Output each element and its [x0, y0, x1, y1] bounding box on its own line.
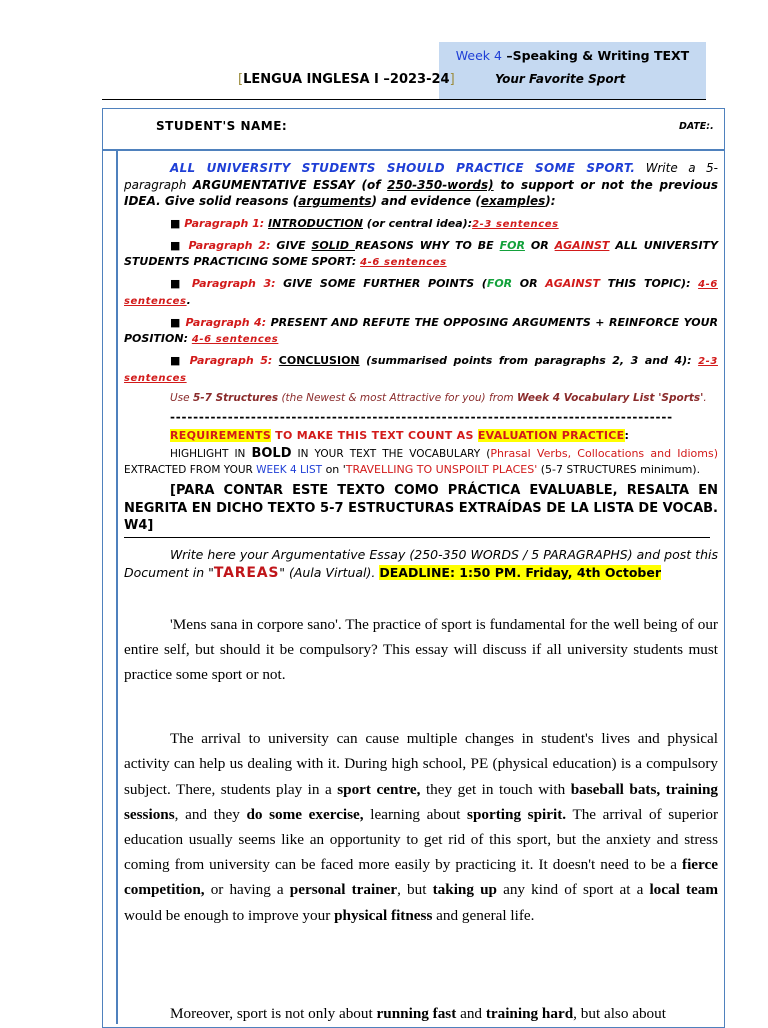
requirements-heading: REQUIREMENTS TO MAKE THIS TEXT COUNT AS EVALUATION PRACTICE: [170, 429, 630, 442]
instructions-intro: ALL UNIVERSITY STUDENTS SHOULD PRACTICE SOME SPORT. Write a 5-paragraph ARGUMENTATIVE ESSAY (of 250-350-words) to support or not the previous IDEA. Give solid reasons (arguments) and evidence (examples): [124, 161, 719, 208]
paragraph-4-instruction: ■ Paragraph 4: PRESENT AND REFUTE THE OPPOSING ARGUMENTS + REINFORCE YOUR POSITION: 4-6 sentences [124, 316, 718, 345]
highlight-instruction: HIGHLIGHT IN BOLD IN YOUR TEXT THE VOCABULARY (Phrasal Verbs, Collocations and Idioms) EXTRACTED FROM YOUR WEEK 4 LIST on 'TRAVELLING TO UNSPOILT PLACES' (5-7 STRUCTURES minimum). [124, 446, 719, 476]
write-here-instruction: Write here your Argumentative Essay (250-350 WORDS / 5 PARAGRAPHS) and post this Document in "TAREAS" (Aula Virtual). DEADLINE: 1:50 PM. Friday, 4th October [124, 546, 718, 581]
paragraph-3-instruction: ■ Paragraph 3: GIVE SOME FURTHER POINTS (FOR OR AGAINST THIS TOPIC): 4-6 sentences. [124, 277, 718, 307]
week-header-box [439, 42, 706, 99]
bullet-square: ■ [170, 354, 184, 367]
essay-paragraph-2[interactable]: The arrival to university can cause multiple changes in student's lives and physical activity can help us dealing with it. During high school, PE (physical education) is a compulsory subject. There, students play in a sport centre, they get in touch with baseball bats, training sessions, and they do some exercise, learning about sporting spirit. The arrival of superior education usually seems like an opportunity to get rid of this sport, but the anxiety and stress coming from university can be faced more easily by practicing it. It doesn't need to be a fierce competition, or having a personal trainer, but taking up any kind of sport at a local team would be enough to improve your physical fitness and general life. [124, 730, 719, 924]
header-rule [102, 99, 706, 100]
essay-paragraph-1[interactable]: 'Mens sana in corpore sano'. The practice of sport is fundamental for the well being of our entire self, but should it be compulsory? This essay will discuss if all university students must practice some sport or not. [124, 615, 718, 683]
bullet-square: ■ [170, 316, 182, 329]
document-body [124, 160, 718, 1026]
spanish-requirement-note: [PARA CONTAR ESTE TEXTO COMO PRÁCTICA EVALUABLE, RESALTA EN NEGRITA EN DICHO TEXTO 5-7 ESTRUCTURAS EXTRAÍDAS DE LA LISTA DE VOCAB. W4] [124, 483, 718, 533]
name-separator [103, 149, 724, 151]
student-name-label: STUDENT'S NAME: [156, 119, 288, 133]
dashed-separator: --------------------------------------------------------------------------------------- [170, 410, 673, 424]
inner-border [116, 151, 118, 1024]
paragraph-2-instruction: ■ Paragraph 2: GIVE SOLID REASONS WHY TO BE FOR OR AGAINST ALL UNIVERSITY STUDENTS PRACTICING SOME SPORT: 4-6 sentences [124, 239, 719, 268]
week-subtitle: Your Favorite Sport [495, 72, 626, 86]
bullet-square: ■ [170, 277, 185, 290]
date-label: DATE:. [679, 121, 714, 132]
week-label: Week 4 [455, 48, 502, 63]
use-structures-note: Use 5-7 Structures (the Newest & most Attractive for you) from Week 4 Vocabulary List 'Sports'. [170, 392, 707, 404]
bullet-square: ■ [170, 216, 181, 230]
separator-line [124, 537, 710, 538]
deadline-badge: DEADLINE: 1:50 PM. Friday, 4th October [379, 564, 662, 580]
course-title: [LENGUA INGLESA I –2023-24] [238, 72, 455, 87]
week-title: Week 4 –Speaking & Writing TEXT [455, 48, 690, 63]
paragraph-1-instruction: ■ Paragraph 1: INTRODUCTION (or central idea):2-3 sentences [170, 216, 559, 230]
essay-paragraph-3[interactable]: Moreover, sport is not only about running fast and training hard, but also about [170, 1004, 666, 1022]
paragraph-5-instruction: ■ Paragraph 5: CONCLUSION (summarised points from paragraphs 2, 3 and 4): 2-3 sentences [124, 354, 718, 384]
bullet-square: ■ [170, 239, 183, 252]
